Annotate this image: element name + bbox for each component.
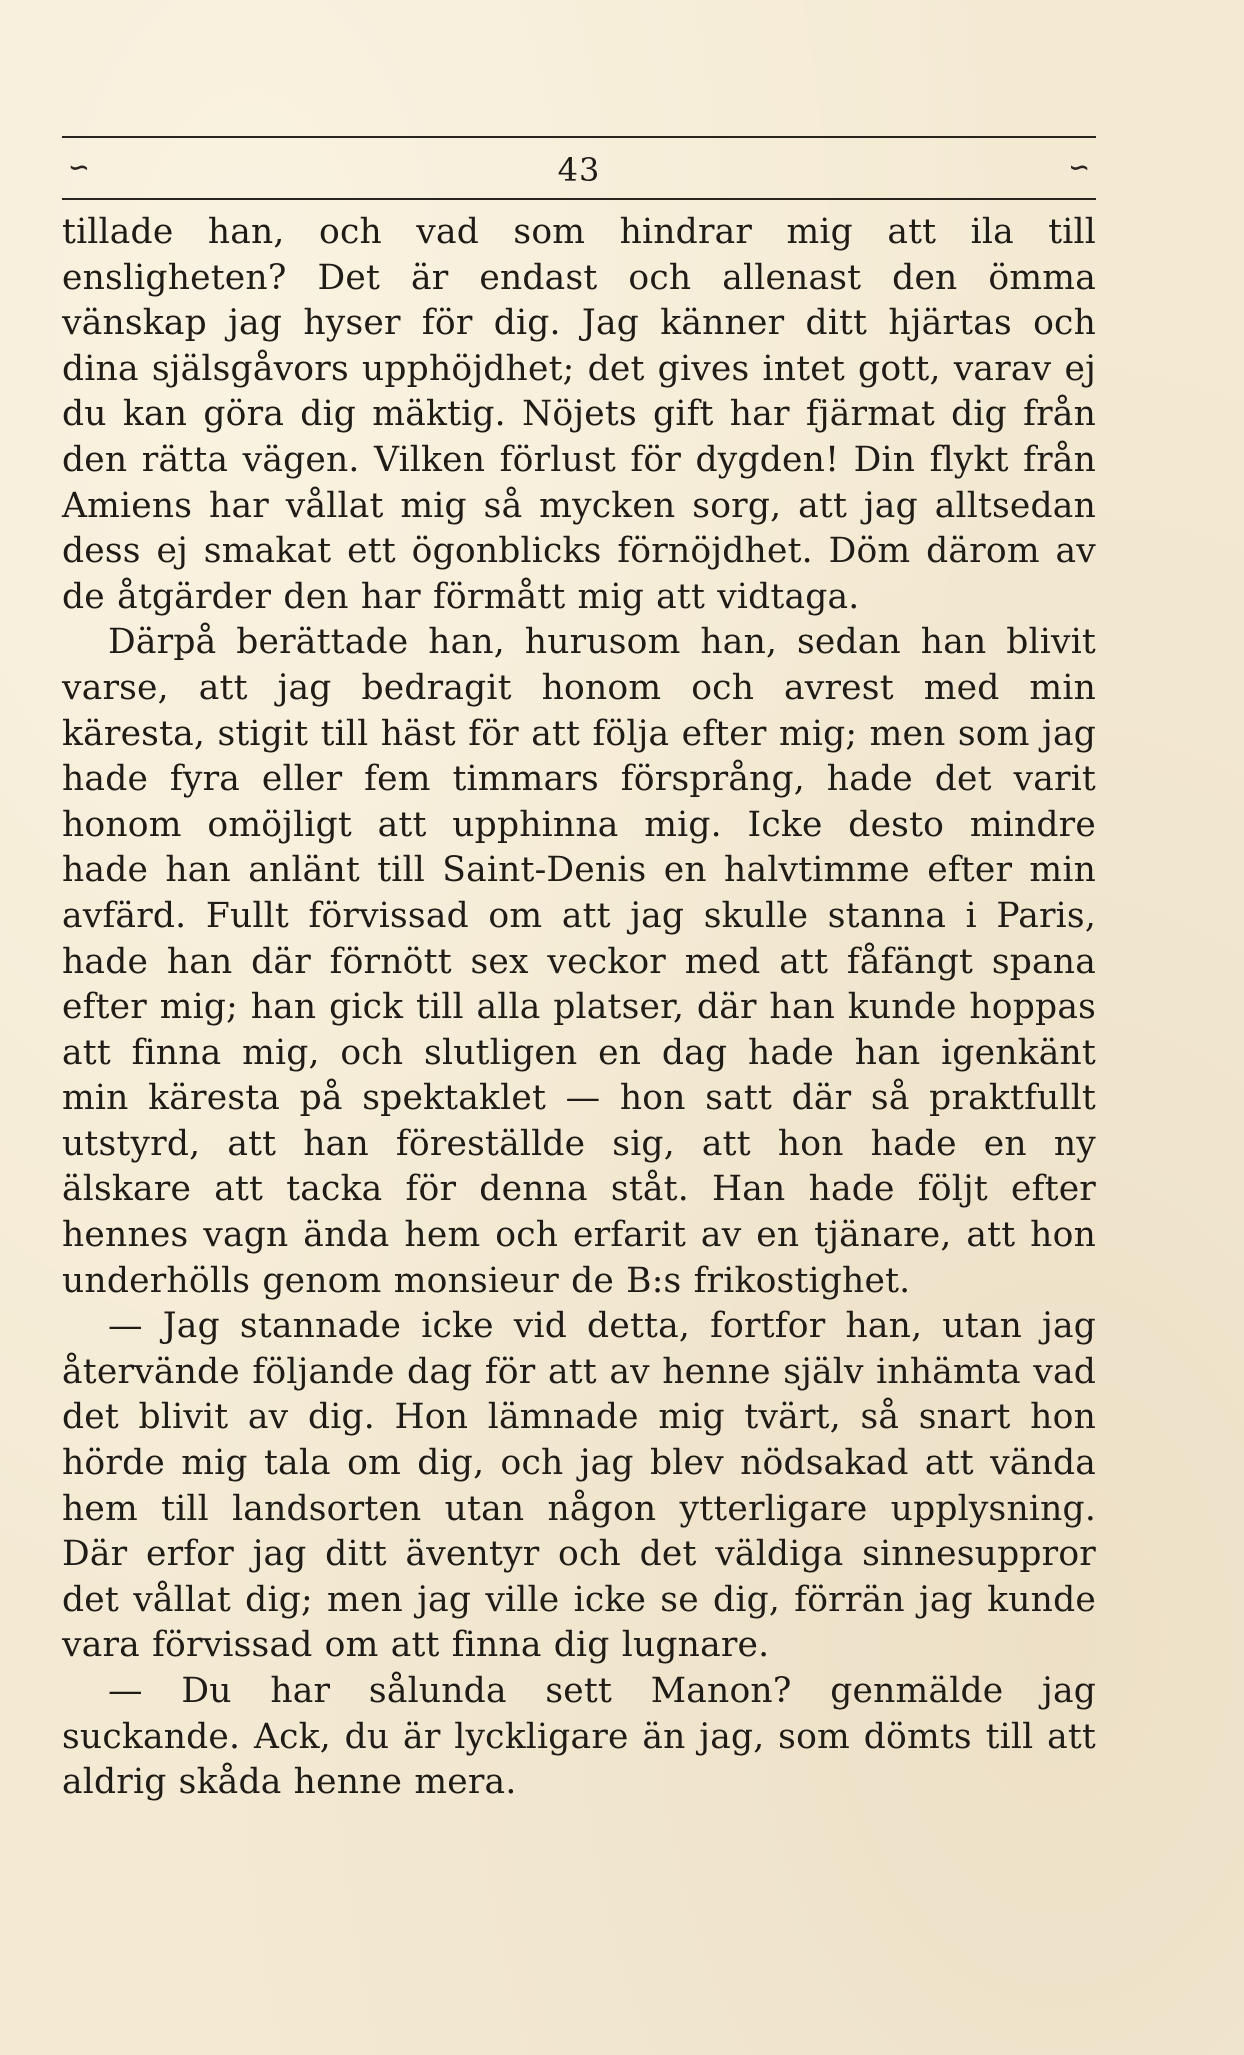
page-number: 43 [557, 151, 601, 189]
paragraph-1: tillade han, och vad som hindrar mig att ila till ensligheten? Det är endast och allenast den ömma vänskap jag hyser för dig. Jag känner ditt hjärtas och dina själsgåvors upphöjdhet; det gives intet gott, varav ej du kan göra dig mäktig. Nöjets gift har fjärmat dig från den rätta vägen. Vilken förlust för dygden! Din flykt från Amiens har vållat mig så mycken sorg, att jag alltsedan dess ej smakat ett ögonblicks förnöjdhet. Döm därom av de åtgärder den har förmått mig att vidtaga. [62, 212, 1096, 617]
paragraph-3: — Jag stannade icke vid detta, fortfor han, utan jag återvände följande dag för att av henne själv inhämta vad det blivit av dig. Hon lämnade mig tvärt, så snart hon hörde mig tala om dig, och jag blev nödsakad att vända hem till landsorten utan någon ytterligare upplysning. Där erfor jag ditt äventyr och det väldiga sinnesuppror det vållat dig; men jag ville icke se dig, förrän jag kunde vara förvissad om att finna dig lugnare. [62, 1306, 1096, 1666]
page-header [62, 136, 1096, 200]
book-page [62, 136, 1096, 1806]
ornament-left-icon: ∽ [68, 153, 90, 183]
body-text [62, 210, 1096, 1806]
paragraph-2: Därpå berättade han, hurusom han, sedan han blivit varse, att jag bedragit honom och avrest med min käresta, stigit till häst för att följa efter mig; men som jag hade fyra eller fem timmars försprång, hade det varit honom omöjligt att upphinna mig. Icke desto mindre hade han anlänt till Saint-Denis en halvtimme efter min avfärd. Fullt förvissad om att jag skulle stanna i Paris, hade han där förnött sex veckor med att fåfängt spana efter mig; han gick till alla platser, där han kunde hoppas att finna mig, och slutligen en dag hade han igenkänt min käresta på spektaklet — hon satt där så praktfullt utstyrd, att han föreställde sig, att hon hade en ny älskare att tacka för denna ståt. Han hade följt efter hennes vagn ända hem och erfarit av en tjänare, att hon underhölls genom monsieur de B:s frikostighet. [62, 622, 1096, 1301]
ornament-right-icon: ∽ [1068, 153, 1090, 183]
paragraph-4: — Du har sålunda sett Manon? genmälde jag suckande. Ack, du är lyckligare än jag, som dömts till att aldrig skåda henne mera. [62, 1671, 1096, 1803]
